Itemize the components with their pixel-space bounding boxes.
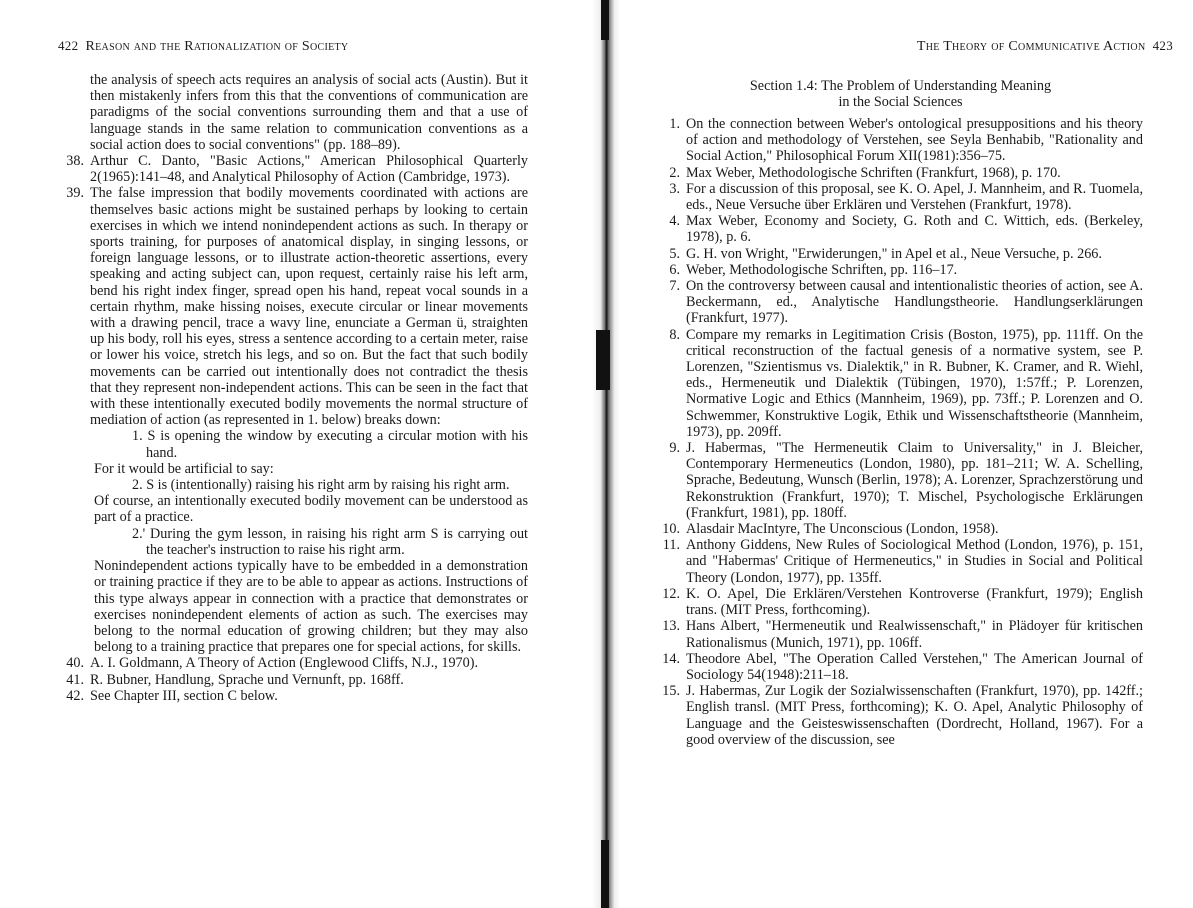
footnote-38 (58, 153, 528, 185)
endnote-number: 6. (669, 261, 680, 278)
footnote-number: 42. (66, 687, 84, 704)
example-2: 2. S is (intentionally) raising his right arm by raising his right arm. (132, 477, 510, 494)
endnote-text: Hans Albert, "Hermeneutik und Realwissenschaft," in Plädoyer für kritischen Rationalismus (Munich, 1971), pp. 106ff. (686, 618, 1143, 651)
endnote-number: 10. (662, 521, 680, 538)
endnote-7 (658, 278, 1143, 327)
endnote-number: 4. (669, 213, 680, 230)
endnote-6 (658, 262, 1143, 278)
footnote-number: 38. (66, 153, 84, 170)
endnote-text: For a discussion of this proposal, see K. O. Apel, J. Mannheim, and R. Tuomela, eds., Neue Versuche über Erklären und Verstehen (Frankfurt, 1978). (686, 180, 1143, 214)
left-page-number: 422 (58, 38, 79, 53)
endnote-5 (658, 246, 1143, 262)
example-1: 1. S is opening the window by executing a circular motion with his hand. (132, 428, 528, 461)
footnote-40 (58, 655, 528, 671)
section-heading (658, 78, 1143, 110)
for-it-line: For it would be artificial to say: (94, 460, 274, 477)
footnote-text: R. Bubner, Handlung, Sprache und Vernunft, pp. 168ff. (90, 671, 404, 688)
endnote-text: K. O. Apel, Die Erklären/Verstehen Kontroverse (Frankfurt, 1979); English trans. (MIT Press, forthcoming). (686, 585, 1143, 619)
endnote-list (658, 116, 1143, 748)
section-heading-line-1: Section 1.4: The Problem of Understanding Meaning (749, 78, 1052, 94)
endnote-number: 15. (662, 683, 680, 700)
endnote-1 (658, 116, 1143, 165)
endnote-number: 1. (669, 116, 680, 132)
endnote-8 (658, 327, 1143, 440)
endnote-number: 9. (669, 440, 680, 457)
right-page-body (658, 78, 1143, 748)
right-page-number: 423 (1152, 38, 1173, 53)
right-page (618, 0, 1193, 908)
right-running-title: The Theory of Communicative Action (916, 39, 1146, 54)
left-page-body (58, 72, 528, 704)
right-page-header (917, 38, 1173, 55)
endnote-text: Anthony Giddens, New Rules of Sociological Method (London, 1976), p. 151, and "Habermas' Critique of Hermeneutics," in Studies in Social and Political Theory (London, 1977), pp. 135ff. (686, 537, 1143, 586)
endnote-text: J. Habermas, Zur Logik der Sozialwissenschaften (Frankfurt, 1970), pp. 142ff.; English transl. (MIT Press, forthcoming); K. O. Apel, Analytic Philosophy of Language and the Geisteswissenschaften (Dordrecht, Holland, 1967). For a good overview of the discussion, see (686, 683, 1143, 748)
note-continuation: the analysis of speech acts requires an analysis of social acts (Austin). But it then mistakenly infers from this that the conventions of communication are paradigms of the social conventions surrounding them and that a use of language stands in the same relation to communication conventions as a social action does to social conventions" (pp. 188–89). (90, 72, 528, 153)
footnote-39 (58, 185, 528, 428)
footnote-number: 39. (66, 185, 84, 202)
footnote-number: 40. (66, 655, 84, 672)
left-running-title: Reason and the Rationalization of Society (85, 39, 349, 54)
endnote-15 (658, 683, 1143, 748)
endnote-text: J. Habermas, "The Hermeneutik Claim to Universality," in J. Bleicher, Contemporary Hermeneutics (London, 1980), pp. 181–211; W. A. Schelling, Sprache, Bedeutung, Wunsch (Berlin, 1978); A. Lorenzer, Sprachzerstörung und Rekonstruktion (Frankfurt, 1970); T. Mischel, Psychologische Erklärungen (Frankfurt, 1981), pp. 180ff. (686, 440, 1143, 521)
footnote-text: The false impression that bodily movements coordinated with actions are themselves basic actions might be sustained perhaps by looking to certain exercises in which we intend nonindependent actions as such. In therapy or sports training, for purposes of anatomical display, in singing lessons, or foreign language lessons, or to illustrate action-theoretic assertions, every speaking and acting subject can, upon request, certainly raise his left arm, bend his right index finger, spread open his hand, repeat vocal sounds in a certain rhythm, make hissing noises, execute circular or linear movements with a drawing pencil, trace a wavy line, enunciate a German ü, straighten up his body, roll his eyes, stress a sentence according to a certain meter, raise or lower his voice, stretch his legs, and so on. But the fact that such bodily movements can be carried out intentionally does not contradict the thesis that they represent non-independent actions. This can be seen in the fact that with these intentionally executed bodily movements the normal structure of mediation of action (as represented in 1. below) breaks down: (90, 185, 528, 429)
footnote-text: A. I. Goldmann, A Theory of Action (Englewood Cliffs, N.J., 1970). (90, 655, 479, 672)
footnote-text: See Chapter III, section C below. (90, 687, 278, 704)
endnote-3 (658, 181, 1143, 213)
of-course-line: Of course, an intentionally executed bodily movement can be understood as part of a practice. (94, 493, 528, 526)
endnote-text: Max Weber, Methodologische Schriften (Frankfurt, 1968), p. 170. (686, 164, 1061, 181)
footnote-number: 41. (66, 671, 84, 688)
left-page (0, 0, 592, 908)
endnote-text: Weber, Methodologische Schriften, pp. 116–17. (686, 261, 958, 278)
endnote-text: Max Weber, Economy and Society, G. Roth and C. Wittich, eds. (Berkeley, 1978), p. 6. (686, 213, 1143, 246)
left-page-header (58, 38, 348, 55)
footnote-41 (58, 672, 528, 688)
endnote-number: 14. (662, 650, 680, 667)
endnote-text: G. H. von Wright, "Erwiderungen," in Apel et al., Neue Versuche, p. 266. (686, 245, 1102, 262)
gutter-shadow (601, 0, 609, 40)
endnote-number: 8. (669, 326, 680, 343)
endnote-text: Theodore Abel, "The Operation Called Verstehen," The American Journal of Sociology 54(1948):211–18. (686, 650, 1143, 683)
endnote-9 (658, 440, 1143, 521)
footnote-text: Arthur C. Danto, "Basic Actions," American Philosophical Quarterly 2(1965):141–48, and Analytical Philosophy of Action (Cambridge, 1973). (90, 153, 528, 186)
gutter-shadow (596, 330, 610, 390)
example-2-prime: 2.' During the gym lesson, in raising his right arm S is carrying out the teacher's instruction to raise his right arm. (132, 525, 528, 558)
endnote-12 (658, 586, 1143, 618)
book-gutter (592, 0, 620, 908)
endnote-14 (658, 651, 1143, 683)
endnote-text: Compare my remarks in Legitimation Crisis (Boston, 1975), pp. 111ff. On the critical reconstruction of the factual genesis of a normative system, see P. Lorenzen, "Szientismus vs. Dialektik," in R. Bubner, K. Cramer, and R. Wiehl, eds., Hermeneutik und Dialektik (Tübingen, 1970), 1:57ff.; P. Lorenzen, Normative Logic and Ethics (Mannheim, 1969), pp. 73ff.; P. Lorenzen and O. Schwemmer, Konstruktive Logik, Ethik und Wissenschaftstheorie (Mannheim, 1973), pp. 209ff. (686, 326, 1143, 440)
gutter-shadow (601, 840, 609, 908)
endnote-number: 11. (662, 537, 680, 554)
endnote-4 (658, 213, 1143, 245)
endnote-10 (658, 521, 1143, 537)
section-heading-line-2: in the Social Sciences (838, 94, 963, 110)
endnote-13 (658, 618, 1143, 650)
endnote-number: 3. (669, 180, 680, 197)
endnote-number: 2. (669, 164, 680, 181)
footnote-42 (58, 688, 528, 704)
endnote-text: On the connection between Weber's ontological presuppositions and his theory of action and methodology of Verstehen, see Seyla Benhabib, "Rationality and Social Action," Philosophical Forum XII(1981):356–75. (686, 116, 1143, 165)
endnote-11 (658, 537, 1143, 586)
endnote-2 (658, 165, 1143, 181)
nonindependent-paragraph: Nonindependent actions typically have to be embedded in a demonstration or training practice if they are to be able to appear as actions. Instructions of this type always appear in connection with a practice that demonstrates or exercises nonindependent elements of action as such. The exercises may belong to the normal education of growing children; but they may also belong to a training practice that prepares one for special actions, for skills. (94, 558, 528, 656)
endnote-number: 12. (662, 585, 680, 602)
endnote-number: 13. (662, 618, 680, 635)
endnote-text: Alasdair MacIntyre, The Unconscious (London, 1958). (686, 521, 999, 538)
endnote-number: 7. (669, 278, 680, 295)
endnote-text: On the controversy between causal and intentionalistic theories of action, see A. Beckermann, ed., Analytische Handlungstheorie. Handlungserklärungen (Frankfurt, 1977). (686, 278, 1143, 327)
endnote-number: 5. (669, 245, 680, 262)
